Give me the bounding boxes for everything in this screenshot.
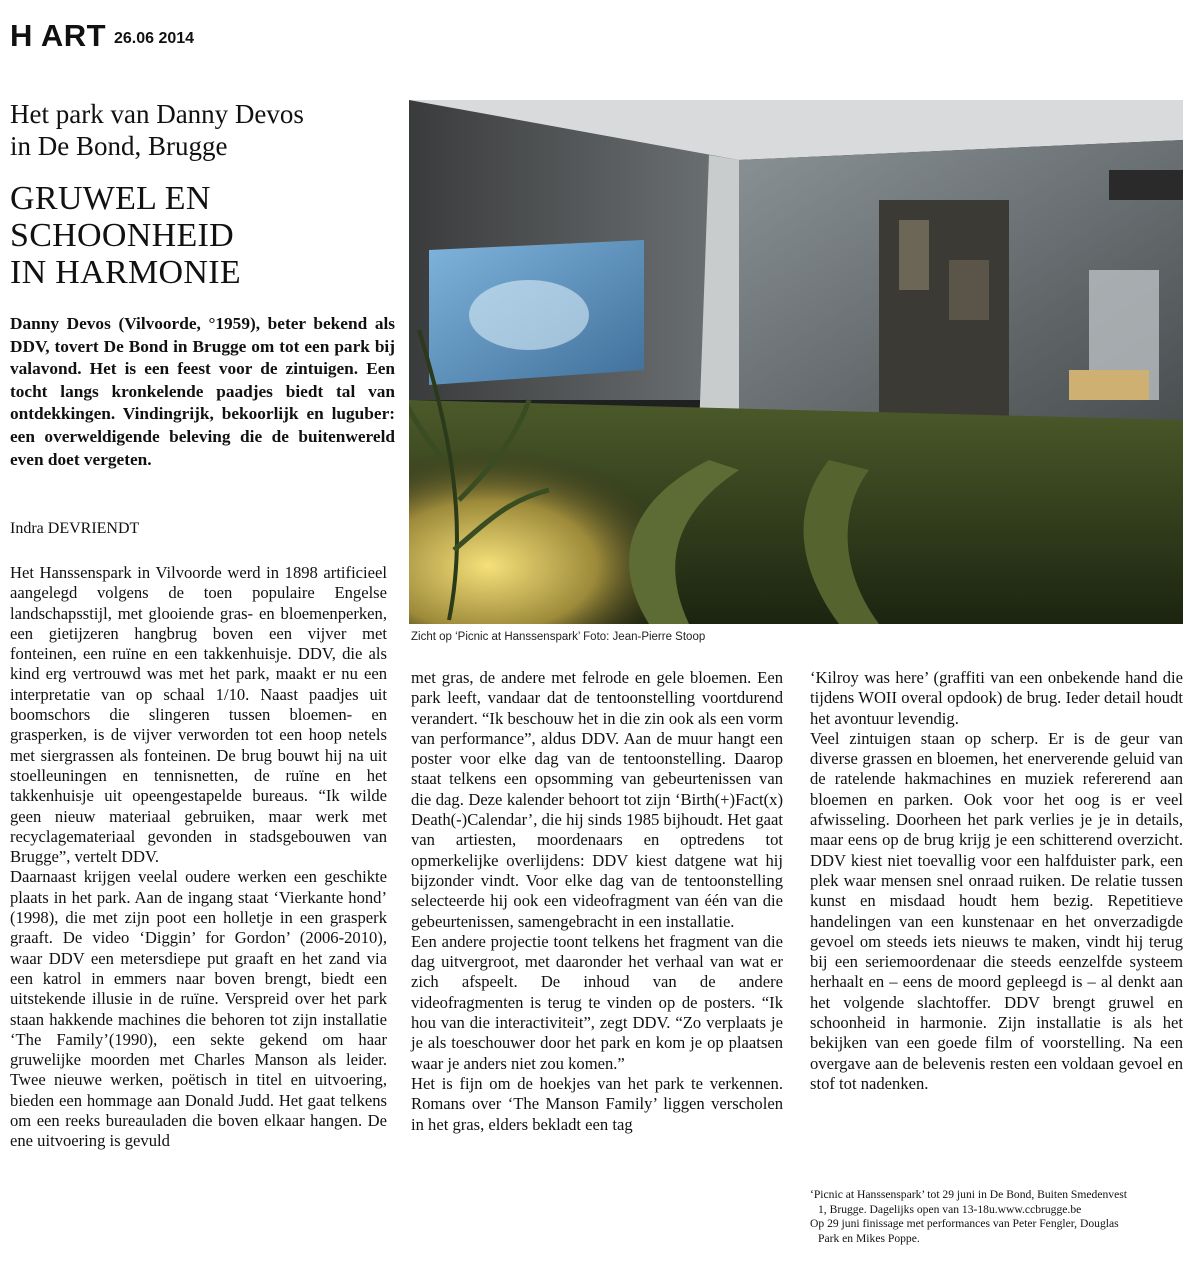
issue-date: 26.06 2014	[114, 30, 195, 47]
section-title: H ART	[10, 18, 107, 53]
article-lead: Danny Devos (Vilvoorde, °1959), beter bekend als DDV, tovert De Bond in Brugge om tot een park bij valavond. Het is een feest voor de zintuigen. Een tocht langs kronkelende paadjes biedt tal van ontdekkingen. Vindingrijk, bekoorlijk en luguber: een overweldigende beleving die de buitenwereld even doet vergeten.	[10, 314, 395, 469]
info-line: Park en Mikes Poppe.	[818, 1231, 920, 1245]
subhead-line: in De Bond, Brugge	[10, 131, 228, 161]
paragraph: Veel zintuigen staan op scherp. Er is de geur van diverse grassen en bloemen, het enerverende geluid van de ratelende hakmachines en muziek refererend aan bloemen en parken. Ook voor het oog is er veel afwisseling. Doorheen het park verlies je je in details, maar eens op de brug krijg je een schitterend overzicht. DDV kiest niet toevallig voor een halfduister park, een plek waar mensen snel onraad ruiken. De relatie tussen kunst en misdaad houdt hem bezig. Repetitieve handelingen van een kunstenaar en het onverzadigde gevoel om steeds iets nieuws te maken, vindt hij terug bij een seriemoordenaar die steeds eenzelfde systeem herhaalt en – eens de moord gepleegd is – al denkt aan het volgende slachtoffer. DDV brengt gruwel en schoonheid in harmonie. Zijn installatie is als het bekijken van een goede film of voorstelling. Na een overgave aan de belevenis resten een voldaan gevoel en stof tot nadenken.	[810, 728, 1183, 1093]
headline-line: GRUWEL EN	[10, 180, 211, 217]
article-subhead	[10, 98, 395, 162]
paragraph: Het is fijn om de hoekjes van het park te verkennen. Romans over ‘The Manson Family’ liggen verscholen in het gras, elders bekladt een tag	[411, 1073, 783, 1134]
headline-line: SCHOONHEID	[10, 217, 234, 254]
paragraph: Daarnaast krijgen veelal oudere werken een geschikte plaats in het park. Aan de ingang staat ‘Vierkante hond’ (1998), die met zijn poot een holletje in een grasperk graaft. De video ‘Diggin’ for Gordon’ (2006-2010), waar DDV een metersdiepe put graaft en het zand via een katrol in emmers naar boven brengt, biedt een uitstekende illusie in de ruïne. Verspreid over het park staan hakkende machines die behoren tot zijn installatie ‘The Family’(1990), een sekte gekend om haar gruwelijke moorden met Charles Manson als leider. Twee nieuwe werken, poëtisch in titel en uitvoering, bieden een hommage aan Donald Judd. Het gaat telkens om een reeks bureauladen die boven elkaar hangen. De ene uitvoering is gevuld	[10, 867, 387, 1151]
headline-line: IN HARMONIE	[10, 254, 241, 291]
article-headline	[10, 180, 395, 291]
body-column-3	[810, 668, 1183, 1158]
paragraph: Het Hanssenspark in Vilvoorde werd in 1898 artificieel aangelegd volgens de toen populaire Engelse landschapsstijl, met glooiende gras- en bloemenperken, een gietijzeren hangbrug boven een vijver met fonteinen, een ruïne en een takkenhuisje. DDV, die als kind erg vertrouwd was met het park, maakt er nu een interpretatie van op schaal 1/10. Naast paadjes uit boomschors die slingeren tussen bloemen- en grasperken, is de vijver verworden tot een hoop netels met siergrassen als fonteinen. De brug bouwt hij na uit stoelleuningen en tennisnetten, de ruïne en het takkenhuisje uit opeengestapelde bureaus. “Ik wilde geen nieuw materiaal gebruiken, maar werk met recyclagemateriaal gevonden in stadsgebouwen van Brugge”, vertelt DDV.	[10, 563, 387, 867]
paragraph: Een andere projectie toont telkens het fragment van die dag uitvergroot, met daaronder het verhaal van wat er zich afspeelt. De inhoud van de andere videofragmenten is terug te vinden op de posters. “Ik hou van die interactiviteit”, zegt DDV. “Zo verplaats je je als toeschouwer door het park en kom je op plaatsen waar je anders niet zou komen.”	[411, 931, 783, 1073]
info-line: 1, Brugge. Dagelijks open van 13-18u.www.ccbrugge.be	[818, 1202, 1082, 1216]
body-column-2	[411, 668, 783, 1263]
photo-caption: Zicht op ‘Picnic at Hanssenspark’ Foto: Jean-Pierre Stoop	[411, 631, 706, 643]
article-photo	[409, 100, 1183, 624]
installation-photo	[409, 100, 1183, 624]
paragraph: ‘Kilroy was here’ (graffiti van een onbekende hand die tijdens WOII overal opdook) de brug. Ieder detail houdt het avontuur levendig.	[810, 668, 1183, 728]
body-column-1	[10, 563, 387, 1263]
article-author: Indra DEVRIENDT	[10, 520, 140, 537]
subhead-line: Het park van Danny Devos	[10, 99, 304, 129]
paragraph: met gras, de andere met felrode en gele bloemen. Een park leeft, vandaar dat de tentoonstelling voortdurend verandert. “Ik beschouw het in die zin ook als een vorm van performance”, aldus DDV. Aan de muur hangt een poster voor elke dag van de tentoonstelling. Daarop staat telkens een opsomming van gebeurtenissen van die dag. Deze kalender behoort tot zijn ‘Birth(+)Fact(x) Death(-)Calendar’, die hij sinds 1985 bijhoudt. Het gaat van artiesten, moordenaars en optredens tot opmerkelijke overlijdens: DDV kiest datgene wat hij bijzonder vindt. Voor elke dag van de tentoonstelling selecteerde hij ook een videofragment van één van die gebeurtenissen, samengebracht in een installatie.	[411, 668, 783, 931]
info-line: ‘Picnic at Hanssenspark’ tot 29 juni in De Bond, Buiten Smedenvest	[810, 1188, 1127, 1201]
info-line: Op 29 juni finissage met performances van Peter Fengler, Douglas	[810, 1217, 1119, 1230]
exhibition-info	[810, 1188, 1183, 1246]
